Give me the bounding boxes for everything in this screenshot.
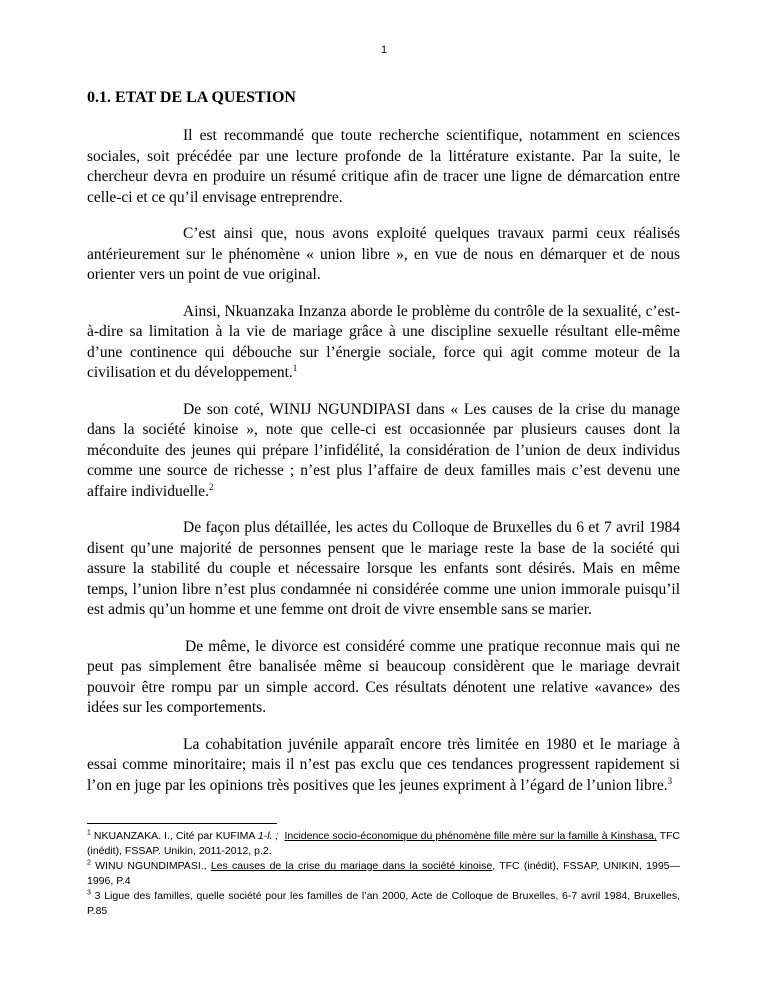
paragraph: De façon plus détaillée, les actes du Colloque de Bruxelles du 6 et 7 avril 1984 disent qu’une majorité de personnes pensent que le mariage reste la base de la société qui assure la stabilité du couple et nécessaire lorsque les enfants sont désirés. Mais en même temps, l’union libre n’est plus condamnée ni considérée comme une union immorale puisqu’il est admis qu’un homme et une femme ont droit de vivre ensemble sans se marier. — [87, 519, 680, 618]
paragraph: La cohabitation juvénile apparaît encore très limitée en 1980 et le mariage à essai comme minoritaire; mais il n’est pas exclu que ces tendances progressent rapidement si l’on en juge par les opinions très positives que les jeunes expriment à l’égard de l’union libre.$^3$ — [87, 735, 680, 794]
paragraph: De même, le divorce est considéré comme une pratique reconnue mais qui ne peut pas simplement être banalisée même si beaucoup considèrent que le mariage devrait pouvoir être rompu par un simple accord. Ces résultats dénotent une relative «avance» des idées sur les comportements. — [87, 637, 680, 716]
footnote-title: Les causes de la crise du mariage dans la société kinoise — [210, 860, 493, 872]
footnote-ref[interactable]: 2 — [208, 481, 214, 492]
footnote-ref[interactable]: 3 — [667, 775, 673, 786]
footnotes — [87, 829, 680, 919]
footnote-marker: 3 — [87, 889, 91, 897]
footnote-separator — [87, 823, 277, 824]
page-number: 1 — [380, 44, 388, 56]
body-text — [87, 126, 680, 812]
footnote-title: Incidence socio-économique du phénomène fille mère sur la famille à Kinshasa, — [284, 830, 657, 842]
footnote-marker: 2 — [87, 859, 91, 867]
footnote: $^2$ WINU NGUNDIMPASI., Les causes de la crise du mariage dans la société kinoise, TFC (inédit), FSSAP, UNIKIN, 1995— 1996, P.4 — [87, 859, 681, 887]
paragraph: Ainsi, Nkuanzaka Inzanza aborde le problème du contrôle de la sexualité, c’est-à-dire sa limitation à la vie de mariage grâce à une discipline sexuelle résultant elle-même d’une continence qui débouche sur l’énergie sociale, force qui agit comme moteur de la civilisation et du développement.$^1$ — [87, 302, 680, 381]
section-heading: 0.1. ETAT DE LA QUESTION — [87, 89, 296, 106]
footnote-marker: 1 — [87, 829, 91, 837]
paragraph: De son coté, WINIJ NGUNDIPASI dans « Les causes de la crise du manage dans la société kinoise », note que celle-ci est occasionnée par plusieurs causes dont la méconduite des jeunes qui prépare l’infidélité, la considération de l’union de deux individus comme une source de richesse ; n’est plus l’affaire de deux familles mais c’est devenu une affaire individuelle.$^2$ — [87, 400, 680, 500]
footnote: $^1$ NKUANZAKA. I., Cité par KUFIMA 1-l. ; Incidence socio-économique du phénomène fille mère sur la famille à Kinshasa, TFC (inédit), FSSAP. Unikin, 2011-2012, p.2. — [87, 829, 680, 857]
footnote-ref[interactable]: 1 — [292, 362, 298, 373]
paragraph: C’est ainsi que, nous avons exploité quelques travaux parmi ceux réalisés antérieurement sur le phénomène « union libre », en vue de nous en démarquer et de nous orienter vers un point de vue original. — [87, 225, 680, 283]
paragraph: Il est recommandé que toute recherche scientifique, notamment en sciences sociales, soit précédée par une lecture profonde de la littérature existante. Par la suite, le chercheur devra en produire un résumé critique afin de tracer une ligne de démarcation entre celle-ci et ce qu’il envisage entreprendre. — [87, 127, 680, 206]
footnote: $^3$ 3 Ligue des familles, quelle société pour les familles de l’an 2000, Acte de Colloque de Bruxelles, 6-7 avril 1984, Bruxelles, P.85 — [87, 889, 680, 917]
